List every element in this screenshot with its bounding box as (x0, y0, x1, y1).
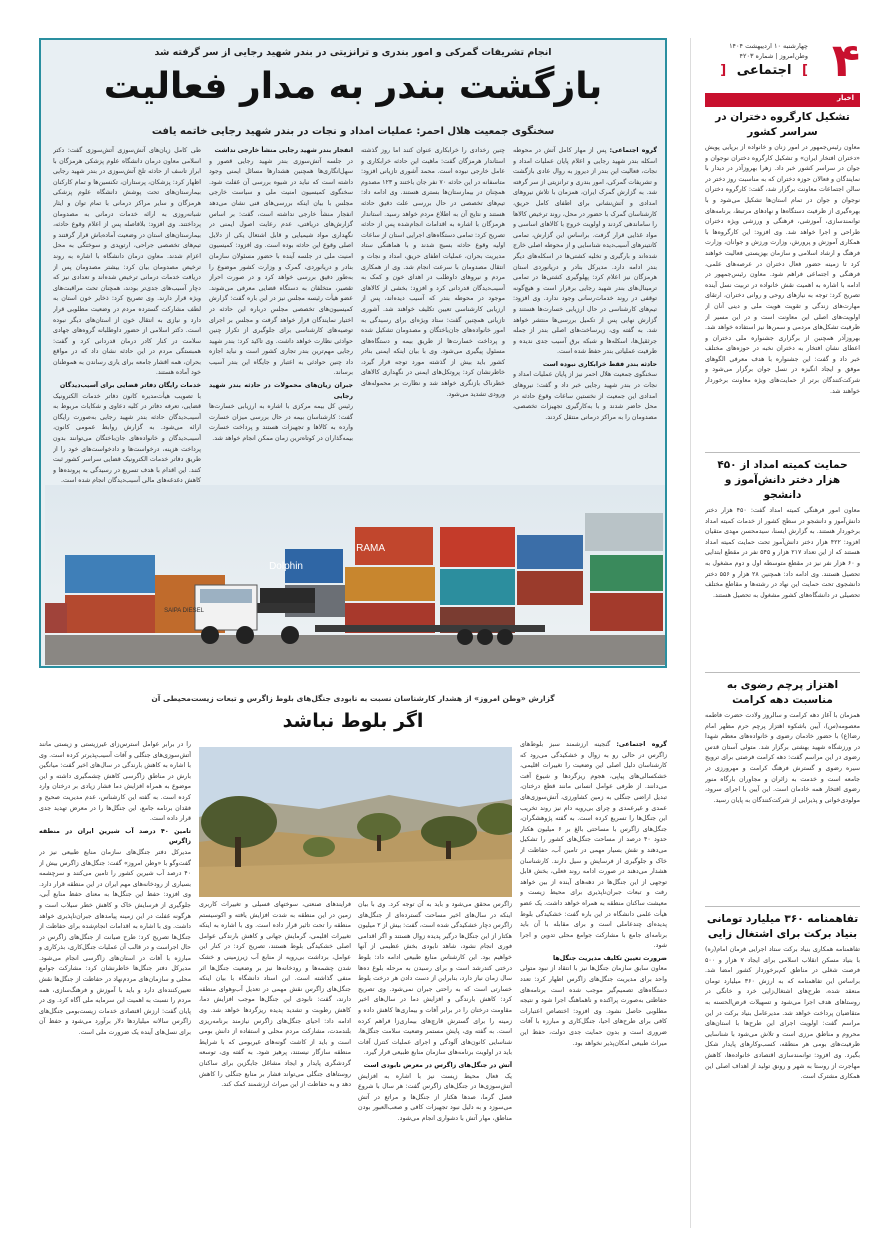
text: با تصویب هیأت‌مدیره کانون دفاتر خدمات الکترونیک قضایی، تعرفه دفاتر در کلیه دعاوی و شکایات مربوط به آسیب‌دیدگان حادثه بندر شهید رجایی به‌صورت رایگان ارائه می‌شود. به گزارش روابط عمومی کانون، آسیب‌دیدگان و خانواده‌های جان‌باختگان می‌توانند بدون پرداخت هزینه، درخواست‌ها و دادخواست‌های خود را از طریق دفاتر خدمات الکترونیک قضایی سراسر کشور ثبت کنند. این اقدام با هدف تسریع در رسیدگی به پرونده‌ها و کاهش دغدغه‌های مالی آسیب‌دیدگان انجام شده است. (53, 392, 201, 485)
body-column (199, 900, 351, 1230)
body-column (358, 900, 512, 1230)
body-column (209, 146, 353, 504)
container-label-dolphin: Dolphin (269, 561, 303, 572)
text: در جلسه آتش‌سوزی بندر شهید رجایی قصور و سهل‌انگاری‌ها همچنین هشدارها مسائل ایمنی وجود داشته است که نباید در شیوه بررسی آن غفلت شود. سخنگوی کمیسیون امنیت ملی و سیاست خارجی مجلس با بیان اینکه بررسی‌های فنی نشان می‌دهد انفجار منشأ خارجی نداشته است، گفت: بر اساس گزارش‌های دریافتی، عدم رعایت اصول ایمنی در نگهداری مواد شیمیایی و قابل اشتعال یکی از دلایل اصلی وقوع این حادثه بوده است. وی افزود: کمیسیون امنیت ملی در جلسه آینده با حضور مسئولان سازمان بنادر و دریانوردی، گمرک و وزارت کشور موضوع را به‌طور دقیق بررسی خواهد کرد و در صورت احراز تقصیر، متخلفان به دستگاه قضایی معرفی می‌شوند. عضو هیأت رئیسه مجلس نیز در این باره گفت: گزارش کمیسیون‌های تخصصی مجلس درباره این حادثه در اختیار نمایندگان قرار خواهد گرفت و مجلس بر اجرای توصیه‌های کارشناسی برای جلوگیری از تکرار چنین حوادثی نظارت خواهد داشت. وی تاکید کرد: بندر شهید رجایی مهم‌ترین بندر تجاری کشور است و نباید اجازه داد چنین حوادثی به اعتبار و جایگاه این بندر آسیب برساند. (209, 157, 353, 377)
subhead: خدمات رایگان دفاتر قضایی برای آسیب‌دیدگان (59, 382, 201, 390)
section-title: اجتماعی (736, 63, 792, 78)
section-label (720, 63, 808, 78)
text: معاون سابق سازمان جنگل‌ها نیز با انتقاد از نبود متولی واحد برای مدیریت جنگل‌های زاگرس اظهار کرد: تعدد دستگاه‌های تصمیم‌گیر موجب شده است برنامه‌های حفاظتی به‌صورت پراکنده و ناهماهنگ اجرا شود و نتیجه مطلوبی حاصل نشود. وی افزود: اختصاص اعتبارات کافی برای طرح‌های احیا، جنگل‌کاری و مبارزه با آفات ضروری است و بدون حمایت جدی دولت، حفظ این میراث طبیعی امکان‌پذیر نخواهد بود. (520, 965, 667, 1047)
news-strip (705, 93, 860, 107)
bracket-close: ] (720, 63, 727, 78)
text: طی کامل زیان‌های آتش‌سوزی آتش‌سوزی گفت: دکتر اسلامی معاون درمان دانشگاه علوم پزشکی هرمزگان با ابراز تاسف از حادثه تلخ آتش‌سوزی در بندر شهید رجایی اظهار کرد: پزشکان، پرستاران، تکنسین‌ها و تمام کارکنان بیمارستان‌های تحت پوشش دانشگاه علوم پزشکی هرمزگان و سایر مراکز درمانی با تمام توان و ایثار شبانه‌روزی به ارائه خدمات درمانی به مصدومان پرداختند. وی افزود: بلافاصله پس از اعلام وقوع حادثه، بیمارستان‌های استان در وضعیت آماده‌باش قرار گرفتند و تیم‌های تخصصی جراحی، ارتوپدی و سوختگی به محل اعزام شدند. معاون درمان دانشگاه با اشاره به روند ترخیص مصدومان بیان کرد: بیشتر مصدومان پس از دریافت خدمات درمانی ترخیص شده‌اند و تعدادی نیز که دچار آسیب‌های جدی‌تر بودند، همچنان تحت مراقبت‌های ویژه قرار دارند. وی تصریح کرد: ذخایر خون استان به لطف مشارکت گسترده مردم در وضعیت مطلوبی قرار دارد و نیازی به انتقال خون از استان‌های دیگر نبوده است. دکتر اسلامی از حضور داوطلبانه گروه‌های جهادی سلامت در کنار کادر درمان قدردانی کرد و گفت: همبستگی مردم در این حادثه نشان داد که در مواقع بحران، همه اقشار جامعه برای یاری رساندن به هموطنان خود آماده هستند. (53, 147, 201, 377)
text: گنجینه ارزشمند سبز بلوط‌های زاگرس در حالی رو به زوال و خشکیدگی می‌رود که کارشناسان دلیل اصلی این وضعیت را تغییرات اقلیمی، خشکسالی‌های پیاپی، هجوم ریزگردها و شیوع آفت می‌دانند. از طرفی عوامل انسانی مانند قطع درختان، تبدیل اراضی جنگلی به زمین کشاورزی، آتش‌سوزی‌های عمدی و غیرعمدی و چرای بی‌رویه دام نیز روند تخریب این جنگل‌ها را تسریع کرده است. به گفته پژوهشگران، جنگل‌های زاگرس با مساحتی بالغ بر ۶ میلیون هکتار حدود ۴۰ درصد از مساحت جنگل‌های کشور را تشکیل می‌دهند و نقش بسیار مهمی در تامین آب، حفاظت از خاک و جلوگیری از فرسایش و سیل دارند. کارشناسان هشدار می‌دهند در صورت ادامه روند فعلی، بخش قابل توجهی از این جنگل‌ها در دهه‌های آینده از بین خواهد رفت و تبعات جبران‌ناپذیری برای محیط زیست و معیشت ساکنان منطقه به همراه خواهد داشت. یک عضو هیأت علمی دانشگاه در این باره گفت: خشکیدگی بلوط پدیده‌ای چندعاملی است و برای مقابله با آن باید برنامه‌ای جامع با مشارکت جوامع محلی تدوین و اجرا شود. (520, 741, 667, 950)
divider (705, 452, 860, 453)
bracket-open: [ (802, 63, 808, 78)
subheadline: سخنگوی جمعیت هلال احمر: عملیات امداد و نجات در بندر شهید رجایی خاتمه یافت (151, 126, 555, 137)
story-body: معاون امور فرهنگی کمیته امداد گفت: ۴۵۰ هزار دختر دانش‌آموز و دانشجو در سطح کشور از خدمات کمیته امداد برخوردار هستند. به گزارش ایسنا، سید‌محسن مهدی متقیان افزود: ۴۲۲ هزار دختر دانش‌آموز تحت حمایت کمیته امداد هستند که از این تعداد ۲۱۷ هزار و ۵۴۵ نفر در مقطع ابتدایی و ۶۰ هزار نفر نیز در مقطع متوسطه اول و دوم مشغول به تحصیل هستند. وی ادامه داد: همچنین ۲۸ هزار و ۵۵۶ دختر دانشجوی تحت حمایت این نهاد در رشته‌ها و مقاطع مختلف تحصیلی در دانشگاه‌های کشور مشغول به تحصیل هستند. (705, 507, 860, 599)
sidebar-story-emdad (705, 458, 860, 686)
headline: بازگشت بندر به مدار فعالیت (103, 66, 603, 107)
date-line: چهارشنبه ۱۰ اردیبهشت ۱۴۰۴ (729, 42, 808, 50)
text: مدیرکل دفتر جنگل‌های سازمان منابع طبیعی نیز در گفت‌وگو با «وطن امروز» گفت: جنگل‌های زاگرس بیش از ۴۰ درصد آب شیرین کشور را تامین می‌کنند و سرچشمه بسیاری از رودخانه‌های مهم ایران در این منطقه قرار دارد. وی افزود: حفظ این جنگل‌ها به معنای حفظ منابع آبی، جلوگیری از فرسایش خاک و کاهش خطر سیلاب است و هرگونه غفلت در این زمینه پیامدهای جبران‌ناپذیری خواهد داشت. وی با اشاره به اقدامات انجام‌شده برای حفاظت از جنگل‌ها تصریح کرد: طرح صیانت از جنگل‌های زاگرس در حال اجراست و در قالب آن عملیات جنگل‌کاری، بذرکاری و مبارزه با آفات در استان‌های زاگرسی انجام می‌شود. مدیرکل دفتر جنگل‌ها خاطرنشان کرد: مشارکت جوامع محلی و سازمان‌های مردم‌نهاد در حفاظت از جنگل‌ها نقش تعیین‌کننده‌ای دارد و باید با آموزش و فرهنگ‌سازی، همه مردم را نسبت به اهمیت این سرمایه ملی آگاه کرد. وی در پایان گفت: ارزش اقتصادی خدمات زیست‌بومی جنگل‌های زاگرس سالانه میلیاردها دلار برآورد می‌شود و حفظ آن برای نسل‌های آینده یک ضرورت ملی است. (39, 848, 191, 1037)
sidebar-story-girls (705, 110, 860, 453)
kicker: انجام تشریفات گمرکی و امور بندری و ترانزیتی در بندر شهید رجایی از سر گرفته شد (154, 47, 552, 58)
story-title: اهتزاز پرچم رضوی به مناسبت دهه کرامت (726, 679, 839, 706)
subhead: ضرورت تعیین تکلیف مدیریت جنگل‌ها (553, 954, 667, 962)
paper-line: وطن‌امروز | شماره ۴۲۰۳ (739, 52, 808, 60)
body-column (39, 740, 191, 1230)
second-headline: اگر بلوط نباشد (282, 710, 424, 732)
subhead: جبران زیان‌های محمولات در حادثه بندر شهید رجایی (209, 382, 353, 400)
body-column (513, 146, 657, 504)
main-article-box (39, 38, 667, 668)
story-title: تشکیل کارگروه دختران در سراسر کشور (715, 111, 850, 138)
text: پس از مهار کامل آتش در محوطه اسکله بندر شهید رجایی و اعلام پایان عملیات امداد و نجات، فعالیت این بندر از دیروز به روال عادی بازگشت و تشریفات گمرکی، امور بندری و ترانزیتی از سر گرفته شد. به گزارش گمرک ایران، همزمان با تلاش نیروهای امدادی و آتش‌نشانی برای اطفای کامل حریق، کارشناسان گمرک با حضور در محل، روند ترخیص کالاها را ساماندهی کردند و اولویت خروج با کالاهای اساسی و مواد غذایی قرار گرفت. براساس این گزارش، تمامی کانتینرهای آسیب‌دیده شناسایی و از محوطه اصلی خارج شده‌اند و بارگیری و تخلیه کشتی‌ها در اسکله‌های دیگر بندر ادامه دارد. مدیرکل بنادر و دریانوردی استان هرمزگان نیز اعلام کرد: پهلوگیری کشتی‌ها در تمامی ترمینال‌های بندر شهید رجایی برقرار است و هیچ‌گونه توقفی در روند خدمات‌رسانی وجود ندارد. وی افزود: تیم‌های کارشناسی در حال ارزیابی خسارت‌ها هستند و گزارش نهایی پس از تکمیل بررسی‌ها منتشر خواهد شد. به گفته وی، زیرساخت‌های اصلی بندر از جمله جرثقیل‌ها، اسکله‌ها و شبکه برق آسیب جدی ندیده و ظرفیت عملیاتی بندر حفظ شده است. (513, 147, 657, 356)
sidebar-story-flag (705, 678, 860, 901)
story-title: تفاهمنامه ۳۶۰ میلیارد تومانی بنیاد برکت برای اشتغال زایی (706, 913, 859, 940)
lead: گروه اجتماعی: (609, 147, 657, 154)
subhead: تامین ۴۰ درصد آب شیرین ایران در منطقه زاگرس (39, 827, 191, 846)
text: فرایندهای صنعتی، سوختهای فسیلی و تغییرات کاربری زمین در این منطقه به شدت افزایش یافته و اکوسیستم منطقه را تحت تاثیر قرار داده است. وی با اشاره به اینکه تغییرات اقلیمی، گرمایش جهانی و کاهش بارندگی عوامل اصلی خشکیدگی بلوط هستند، تصریح کرد: در کنار این عوامل، برداشت بی‌رویه از منابع آب زیرزمینی و خشک شدن چشمه‌ها و رودخانه‌ها نیز بر وضعیت جنگل‌ها اثر منفی گذاشته است. این استاد دانشگاه با بیان اینکه جنگل‌های زاگرس نقش مهمی در تعدیل آب‌وهوای منطقه دارند، گفت: نابودی این جنگل‌ها موجب افزایش دما، کاهش رطوبت و تشدید پدیده ریزگردها خواهد شد. وی ادامه داد: احیای جنگل‌های زاگرس نیازمند برنامه‌ریزی بلندمدت، مشارکت مردم محلی و استفاده از دانش بومی است و باید از کاشت گونه‌های غیربومی که با شرایط منطقه سازگار نیستند، پرهیز شود. به گفته وی، توسعه گردشگری پایدار و ایجاد مشاغل جایگزین برای ساکنان روستاهای جنگلی می‌تواند فشار بر منابع جنگلی را کاهش دهد و به حفاظت از این میراث ارزشمند کمک کند. (199, 901, 351, 1089)
truck-label: SAIPA DIESEL (164, 608, 204, 614)
text: زاگرس محقق می‌شود و باید به آن توجه کرد. وی با بیان اینکه در سال‌های اخیر مساحت گسترده‌ای از جنگل‌های زاگرس دچار خشکیدگی شده است، گفت: بیش از ۲ میلیون هکتار از این جنگل‌ها درگیر پدیده زوال هستند و اگر اقدامی فوری انجام نشود، شاهد نابودی بخش عظیمی از آنها خواهیم بود. این کارشناس منابع طبیعی ادامه داد: بلوط درختی کندرشد است و برای رسیدن به مرحله بلوغ ده‌ها سال زمان نیاز دارد، بنابراین از دست دادن هر درخت بلوط خسارتی است که به راحتی جبران نمی‌شود. وی تصریح کرد: کاهش بارندگی و افزایش دما در سال‌های اخیر مقاومت درختان را در برابر آفات و بیماری‌ها کاهش داده و زمینه را برای گسترش قارچ‌های بیماری‌زا فراهم کرده است. به گفته وی، پایش مستمر وضعیت سلامت جنگل‌ها، شناسایی کانون‌های آلودگی و اجرای عملیات کنترل آفات باید در اولویت برنامه‌های سازمان منابع طبیعی قرار گیرد. (358, 901, 512, 1057)
body-column (361, 146, 505, 504)
story-body: تفاهمنامه همکاری بنیاد برکت ستاد اجرایی فرمان امام(ره) با بنیاد مسکن انقلاب اسلامی برای ایجاد ۷ هزار و ۵۰۰ فرصت شغلی در مناطق کم‌برخوردار کشور امضا شد. براساس این تفاهمنامه که به ارزش ۳۶۰ میلیارد تومان منعقد شده، طرح‌های اشتغال‌زایی خرد و خانگی در روستاهای هدف اجرا می‌شود و تسهیلات قرض‌الحسنه به متقاضیان پرداخت خواهد شد. مدیرعامل بنیاد برکت در این مراسم گفت: اولویت اجرای این طرح‌ها با استان‌های محروم و مناطق مرزی است و تلاش می‌شود با شناسایی ظرفیت‌های بومی هر منطقه، کسب‌وکارهای پایدار شکل بگیرد. وی افزود: توانمندسازی اقتصادی خانواده‌ها، کاهش مهاجرت از روستا به شهر و رونق تولید از اهداف اصلی این همکاری مشترک است. (705, 946, 860, 1081)
sidebar-story-barekat (705, 912, 860, 1215)
port-photo (45, 485, 665, 665)
news-strip-label: اخبار (837, 94, 854, 102)
page-number: ۴ (831, 33, 860, 87)
column-separator (690, 38, 691, 1228)
body-column (520, 740, 667, 1230)
text: چنین رخدادی را خرابکاری عنوان کنند اما روز گذشته استاندار هرمزگان گفت: ماهیت این حادثه خرابکاری و عامل خارجی نبوده است. محمد آشوری تازیانی افزود: متاسفانه در این حادثه ۷۰ نفر جان باختند و ۱۲۳ مصدوم همچنان در بیمارستان‌ها بستری هستند. وی ادامه داد: تیم‌های تخصصی در حال بررسی علت دقیق حادثه هستند و نتایج آن به اطلاع مردم خواهد رسید. استاندار هرمزگان با اشاره به اقدامات انجام‌شده پس از حادثه تصریح کرد: تمامی دستگاه‌های اجرایی استان از ساعات اولیه وقوع حادثه بسیج شدند و با هماهنگی ستاد مدیریت بحران، عملیات اطفای حریق، امداد و نجات و انتقال مصدومان با سرعت انجام شد. وی از همکاری مردم و نیروهای داوطلب در اهدای خون و کمک به آسیب‌دیدگان قدردانی کرد و افزود: بخشی از کالاهای موجود در محوطه بندر که آسیب دیده‌اند، پس از ارزیابی کارشناسی تعیین تکلیف خواهند شد. آشوری تازیانی همچنین گفت: ستاد ویژه‌ای برای رسیدگی به امور خانواده‌های جان‌باختگان و مصدومان تشکیل شده و پرداخت خسارت‌ها از طریق بیمه و دستگاه‌های مسئول پیگیری می‌شود. وی با بیان اینکه ایمنی بنادر کشور باید بیش از گذشته مورد توجه قرار گیرد، خاطرنشان کرد: پروتکل‌های ایمنی در نگهداری کالاهای خطرناک بازنگری خواهد شد و نظارت بر محموله‌های ورودی تشدید می‌شود. (361, 147, 505, 398)
masthead (705, 33, 860, 88)
container-label-rama: RAMA (356, 543, 385, 554)
second-kicker: گزارش «وطن امروز» از هشدار کارشناسان نسبت به نابودی جنگل‌های بلوط زاگرس و تبعات زیست‌محیطی آن (151, 694, 555, 703)
divider (705, 906, 860, 907)
story-title: حمایت کمیته امداد از ۴۵۰ هزار دختر دانش‌آموز و دانشجو (717, 459, 848, 501)
divider (705, 672, 860, 673)
story-body: معاون رئیس‌جمهور در امور زنان و خانواده از برپایی پویش «دختران افتخار ایران» و تشکیل کارگروه دختران نوجوان و جوان در سراسر کشور خبر داد. زهرا بهروزآذر در دیدار با نمایندگان و فعالان حوزه دختران که به مناسبت روز دختر در سالن اجتماعات معاونت برگزار شد، گفت: کارگروه دختران نوجوان و جوان در تمام استان‌ها تشکیل می‌شود و با بهره‌گیری از ظرفیت دستگاه‌ها و نهادهای مرتبط، برنامه‌های توانمندسازی، آموزشی، فرهنگی و ورزشی ویژه دختران طراحی و اجرا خواهد شد. وی افزود: این کارگروه‌ها با همکاری آموزش و پرورش، وزارت ورزش و جوانان، وزارت فرهنگ و ارشاد اسلامی و سازمان بهزیستی فعالیت خواهند کرد تا زمینه حضور فعال دختران در عرصه‌های علمی، فرهنگی و اجتماعی فراهم شود. معاون رئیس‌جمهور در ادامه با اشاره به اهمیت نقش خانواده در تربیت نسل آینده تصریح کرد: توجه به نیازهای روحی و روانی دختران، ارتقای مهارت‌های زندگی و تقویت هویت ملی و دینی آنان از اولویت‌های اصلی این معاونت است و در این مسیر از ظرفیت تشکل‌های مردمی و سمن‌ها نیز استفاده خواهد شد. بهروزآذر همچنین از برگزاری جشنواره ملی دختران و اعطای نشان افتخار به دختران نخبه در حوزه‌های مختلف خبر داد و گفت: این جشنواره با هدف معرفی الگوهای موفق و ایجاد انگیزه در نسل جوان برگزار می‌شود و شرکت‌کنندگان برتر از حمایت‌های ویژه معاونت برخوردار خواهند شد. (705, 144, 860, 395)
subhead: حادثه بندر فقط خرابکاری نبوده است (542, 360, 657, 368)
port-photo-illustration (45, 485, 665, 665)
story-body: همزمان با آغاز دهه کرامت و سالروز ولادت حضرت فاطمه معصومه(س)، آیین باشکوه اهتزاز پرچم حرم مطهر امام رضا(ع) با حضور خادمان رضوی و خانواده‌های معظم شهدا در ورزشگاه شهید بهشتی برگزار شد. متولی آستان قدس رضوی در این مراسم گفت: دهه کرامت فرصتی برای ترویج سیره رضوی و گسترش فرهنگ کرامت و مهرورزی در جامعه است و خدمت به زائران و مجاوران بارگاه منور رضوی افتخار همه خادمان است. این آیین با اجرای سرود، مولودی‌خوانی و پذیرایی از شرکت‌کنندگان به پایان رسید. (705, 712, 860, 804)
text: یک فعال محیط زیست نیز با اشاره به افزایش آتش‌سوزی‌ها در جنگل‌های زاگرس گفت: هر سال با شروع فصل گرما، صدها هکتار از جنگل‌ها و مراتع در آتش می‌سوزد و به دلیل نبود تجهیزات کافی و صعب‌العبور بودن مناطق، مهار آتش با دشواری انجام می‌شود. (358, 1072, 512, 1122)
text: را در برابر عوامل استرس‌زای غیرزیستی و زیستی مانند آتش‌سوزی‌های جنگلی و آفات آسیب‌پذیرتر کرده است. وی با اشاره به کاهش بارندگی در سال‌های اخیر گفت: میانگین بارش در مناطق زاگرسی کاهش چشمگیری داشته و این موضوع به همراه افزایش دما فشار زیادی بر درختان وارد کرده است. به گفته این کارشناس، عدم مدیریت صحیح و فقدان برنامه جامع، این جنگل‌ها را در معرض تهدید جدی قرار داده است. (39, 741, 191, 823)
subhead: آتش در جنگل‌های زاگرس در معرض نابودی است (363, 1061, 512, 1069)
oak-forest-photo (199, 747, 512, 897)
lead: گروه اجتماعی: (616, 741, 667, 748)
text: سخنگوی جمعیت هلال احمر نیز از پایان عملیات امداد و نجات در بندر شهید رجایی خبر داد و گفت: نیروهای امدادی این جمعیت از نخستین ساعات وقوع حادثه در محل حاضر شدند و با به‌کارگیری تجهیزات تخصصی، مصدومان را به مراکز درمانی منتقل کردند. (513, 371, 657, 421)
text: رئیس کل بیمه مرکزی با اشاره به ارزیابی خسارت‌ها گفت: کارشناسان بیمه در حال بررسی میزان خسارت وارده به کالاها و تجهیزات هستند و پرداخت خسارت بیمه‌گذاران در کوتاه‌ترین زمان ممکن انجام خواهد شد. (209, 403, 353, 443)
subhead: انفجار بندر شهید رجایی منشأ خارجی نداشت (214, 147, 353, 154)
oak-forest-illustration (199, 747, 512, 897)
